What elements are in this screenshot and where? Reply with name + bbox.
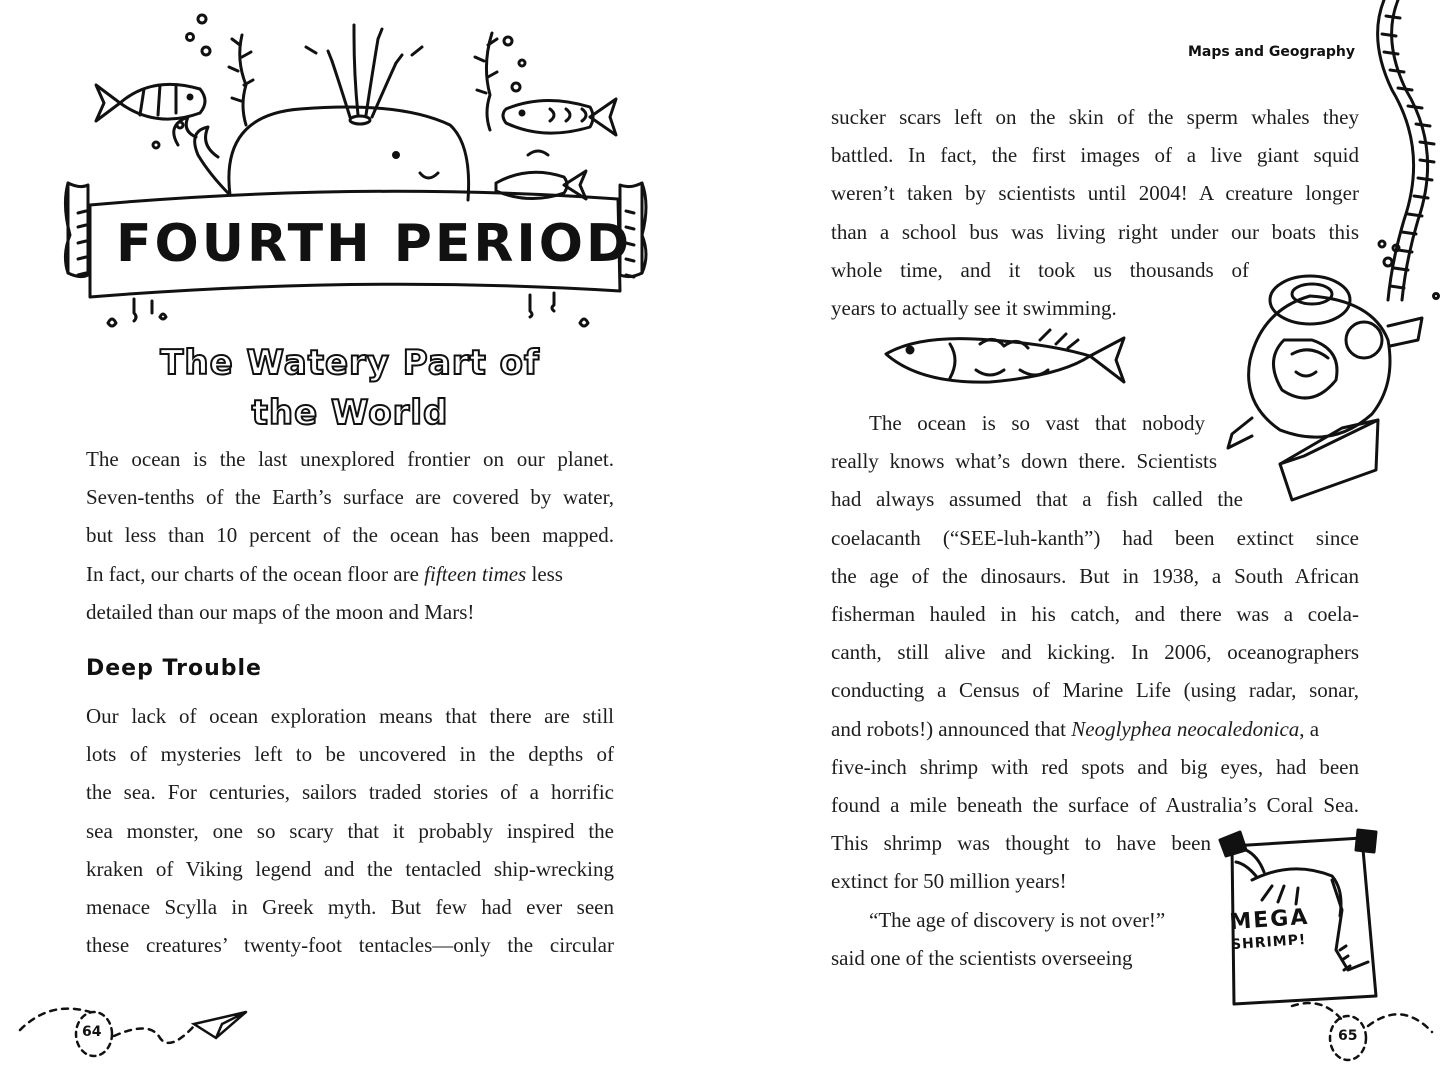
text-line: found a mile beneath the surface of Australia’s Coral Sea. <box>831 793 1359 818</box>
text-line: years to actually see it swimming. <box>831 296 1117 321</box>
running-head: Maps and Geography <box>1188 44 1356 60</box>
section-heading: Deep Trouble <box>86 656 262 681</box>
chapter-subtitle <box>100 338 600 438</box>
chapter-subtitle-line1: The Watery Part of <box>160 343 540 383</box>
text-line: but less than 10 percent of the ocean has been mapped. <box>86 523 614 548</box>
text-line: the sea. For centuries, sailors traded stories of a horrific <box>86 780 614 805</box>
text-line: sucker scars left on the skin of the sperm whales they <box>831 105 1359 129</box>
chapter-title: FOURTH PERIOD <box>116 214 633 274</box>
text-line: the age of the dinosaurs. But in 1938, a South African <box>831 563 1359 588</box>
text-line: lots of mysteries left to be uncovered in the depths of <box>86 742 614 767</box>
sign-text-line1: MEGA <box>1228 904 1311 936</box>
intro-paragraph <box>86 440 614 631</box>
coelacanth-illustration <box>880 326 1130 396</box>
emphasis-text: fifteen times <box>424 561 527 586</box>
text-line: kraken of Viking legend and the tentacled ship-wrecking <box>86 856 614 881</box>
section-paragraph <box>86 697 614 964</box>
text-line: really knows what’s down there. Scientists <box>831 449 1217 474</box>
text-line: said one of the scientists overseeing <box>831 945 1133 970</box>
bubble-icon <box>198 15 206 23</box>
text-line: Seven-tenths of the Earth’s surface are covered by water, <box>86 485 614 510</box>
text-line: five-inch shrimp with red spots and big eyes, had been <box>831 754 1359 779</box>
banner-scroll <box>68 183 88 277</box>
text-segment: less <box>526 561 563 586</box>
text-line: sea monster, one so scary that it probably inspired the <box>86 818 614 843</box>
text-line: had always assumed that a fish called the <box>831 487 1243 512</box>
text-line: Our lack of ocean exploration means that there are still <box>86 704 614 728</box>
text-line: than a school bus was living right under our boats this <box>831 219 1359 244</box>
text-line: weren’t taken by scientists until 2004! A creature longer <box>831 181 1359 206</box>
text-segment: In fact, our charts of the ocean floor are <box>86 561 425 586</box>
text-line: detailed than our maps of the moon and Mars! <box>86 599 475 624</box>
text-line: whole time, and it took us thousands of <box>831 257 1249 282</box>
left-page <box>0 0 722 1083</box>
chapter-header-illustration <box>60 5 660 335</box>
paper-airplane-icon <box>194 1012 246 1038</box>
text-line: The ocean is so vast that nobody <box>869 411 1205 435</box>
text-segment: and robots!) announced that <box>831 716 1072 741</box>
chapter-subtitle-line2: the World <box>251 393 449 433</box>
text-line: The ocean is the last unexplored frontier on our planet. <box>86 447 614 471</box>
fish-icon <box>120 84 205 119</box>
text-line: these creatures’ twenty-foot tentacles—only the circular <box>86 933 614 958</box>
sign-text <box>1229 902 1352 953</box>
text-line <box>86 555 614 593</box>
seaweed-icon <box>240 35 246 125</box>
text-line: coelacanth (“SEE-luh-kanth”) had been extinct since <box>831 525 1359 550</box>
text-line: conducting a Census of Marine Life (using radar, sonar, <box>831 678 1359 703</box>
page-number: 64 <box>82 1024 102 1040</box>
footer-doodle <box>1282 980 1445 1080</box>
sign-text-line2: SHRIMP! <box>1230 931 1307 954</box>
emphasis-text: Neoglyphea neocaledonica <box>1071 716 1300 741</box>
text-line: “The age of discovery is not over!” <box>869 907 1166 932</box>
paragraph-1 <box>831 98 1359 327</box>
text-segment: , a <box>1299 716 1320 741</box>
footer-doodle <box>10 990 330 1070</box>
text-line: menace Scylla in Greek myth. But few had ever seen <box>86 895 614 920</box>
text-line: fisherman hauled in his catch, and there was a coela- <box>831 602 1359 627</box>
right-page <box>722 0 1445 1083</box>
page-number: 65 <box>1338 1028 1358 1044</box>
text-line: battled. In fact, the first images of a live giant squid <box>831 143 1359 168</box>
text-line: extinct for 50 million years! <box>831 869 1067 894</box>
text-line <box>831 710 1359 748</box>
text-line: This shrimp was thought to have been <box>831 831 1211 856</box>
text-line: canth, still alive and kicking. In 2006, oceanographers <box>831 640 1359 665</box>
